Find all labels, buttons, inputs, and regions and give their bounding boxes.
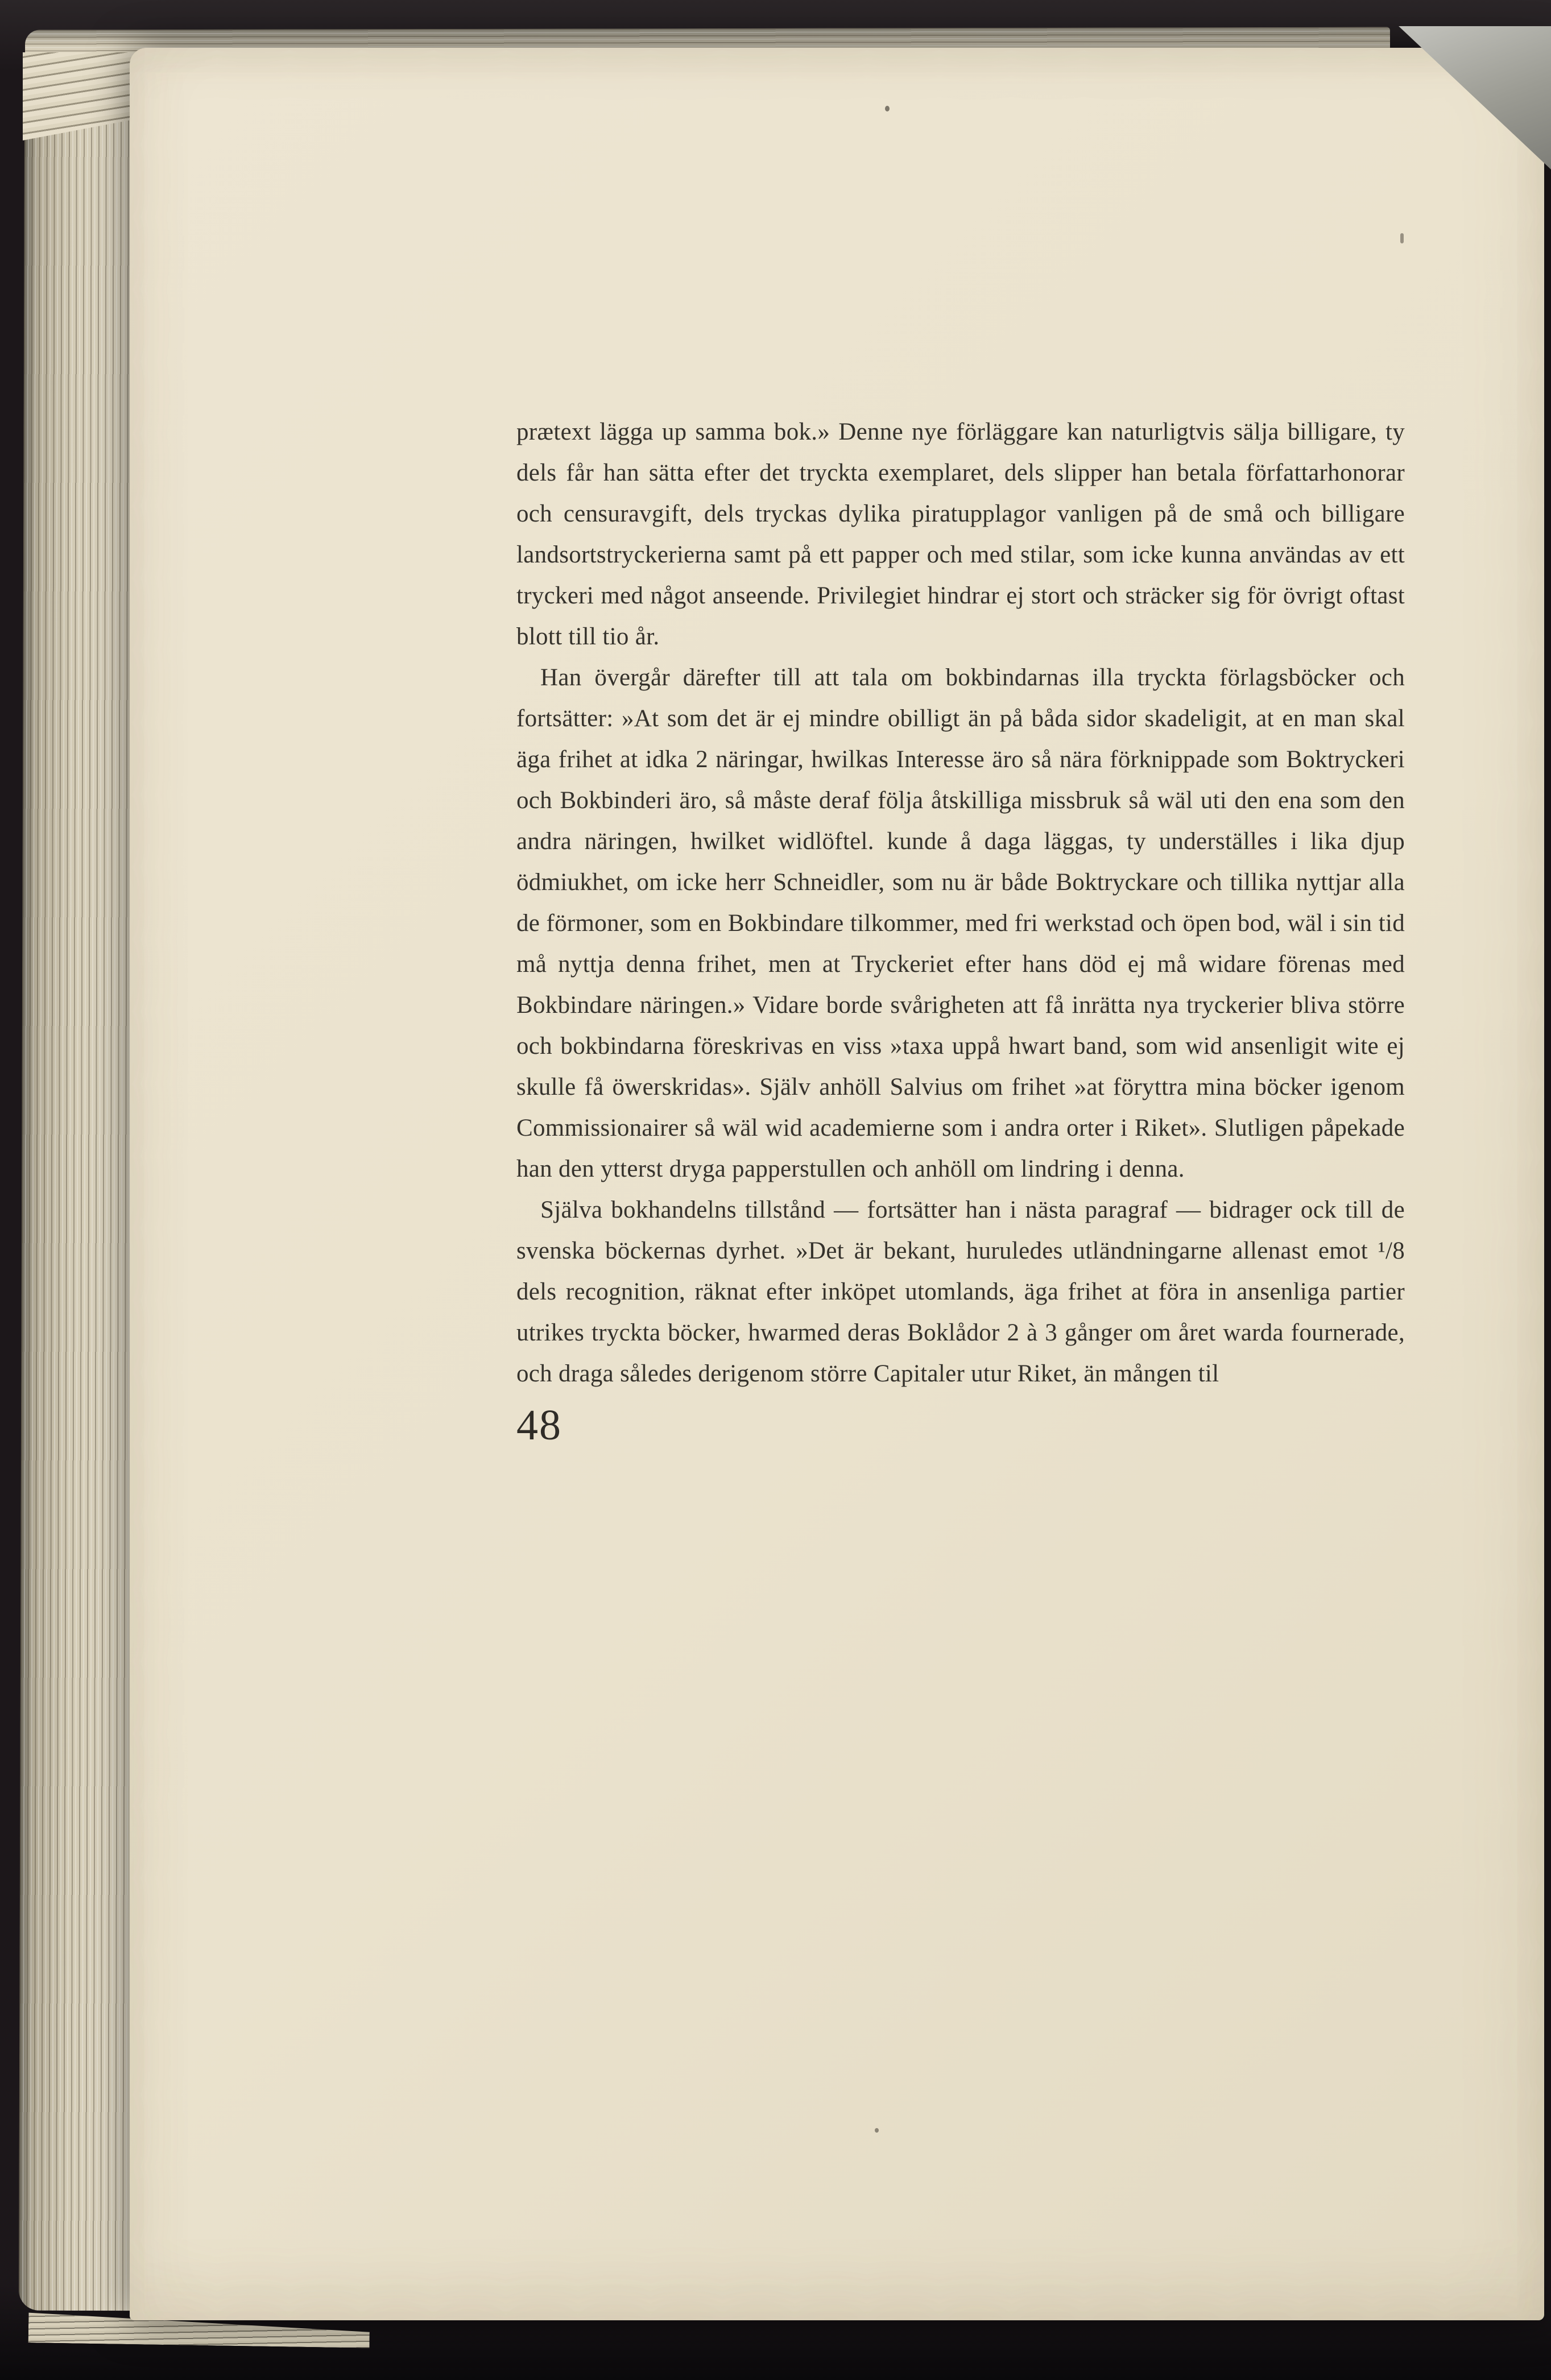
page-number: 48 [516, 1401, 562, 1449]
scan-speck [1400, 233, 1404, 243]
paragraph-2: Han övergår därefter till att tala om bokbindarnas illa tryckta förlagsböcker och fortsätter: »At som det är ej mindre obilligt än på båda sidor skadeligit, at en man skal äga frihet at idka 2 näringar, hwilkas Interesse äro så nära förknippade som Boktryckeri och Bokbinderi äro, så måste deraf följa åtskilliga missbruk så wäl uti den ena som den andra näringen, hwilket widlöftel. kunde å daga läggas, ty underställes i lika djup ödmiukhet, om icke herr Schneidler, som nu är både Boktryckare och tillika nyttjar alla de förmoner, som en Bokbindare tilkommer, med fri werkstad och öpen bod, wäl i sin tid må nyttja denna frihet, men at Tryckeriet efter hans död ej må widare förenas med Bokbindare näringen.» Vidare borde svårigheten att få inrätta nya tryckerier bliva större och bokbindarna föreskrivas en viss »taxa uppå hwart band, som wid ansenligit wite ej skulle få öwerskridas». Själv anhöll Salvius om frihet »at föryttra mina böcker igenom Commissionairer så wäl wid academierne som i andra orter i Riket». Slutligen påpekade han den ytterst dryga papperstullen och anhöll om lindring i denna. [516, 664, 1405, 1182]
scan-speck [885, 106, 890, 111]
book-page [130, 48, 1544, 2320]
scan-speck [875, 2128, 879, 2133]
page-edges-left [19, 67, 136, 2311]
paragraph-3: Själva bokhandelns tillstånd — fortsätter han i nästa paragraf — bidrager ock till de svenska böckernas dyrhet. »Det är bekant, huruledes utländningarne allenast emot ¹/8 dels recognition, räknat efter inköpet utomlands, äga frihet at föra in ansenliga partier utrikes tryckta böcker, hwarmed deras Boklådor 2 à 3 gånger om året warda fournerade, och draga således derigenom större Capitaler utur Riket, än mången til [516, 1197, 1405, 1387]
paragraph-1: prætext lägga up samma bok.» Denne nye förläggare kan naturligtvis sälja billigare, ty dels får han sätta efter det tryckta exemplaret, dels slipper han betala författarhonorar och censuravgift, dels tryckas dylika piratupplagor vanligen på de små och billigare landsortstryckerierna samt på ett papper och med stilar, som icke kunna användas av ett tryckeri med något anseende. Privilegiet hindrar ej stort och sträcker sig för övrigt oftast blott till tio år. [516, 419, 1405, 650]
page-text [516, 412, 1405, 1449]
